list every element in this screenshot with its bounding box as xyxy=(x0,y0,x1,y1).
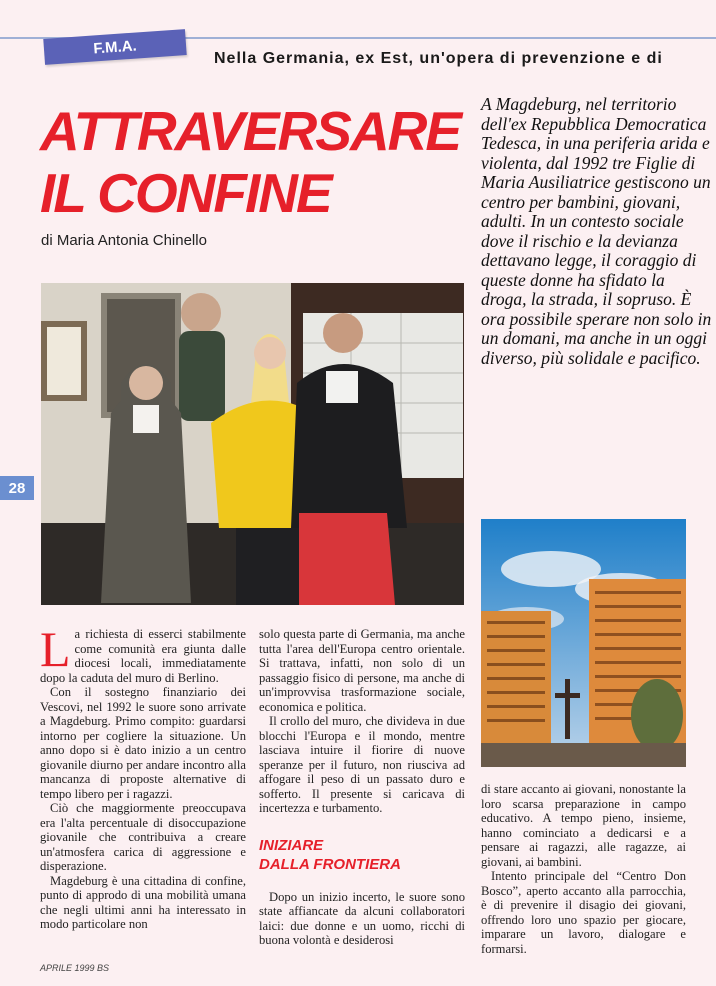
subhead-line-1: INIZIARE xyxy=(259,836,324,854)
section-tag: F.M.A. xyxy=(43,29,186,65)
paragraph: Dopo un inizio incerto, le suore sono state affiancate da alcuni collaboratori laici: due donne e un uomo, ricchi di buona volontà e desiderosi xyxy=(259,889,465,947)
issue-footer: APRILE 1999 BS xyxy=(40,963,110,973)
body-column-2 xyxy=(259,627,465,948)
paragraph: Intento principale del “Centro Don Bosco”, aperto accanto alla parrocchia, è di prevenire il disagio dei giovani, offrendo loro uno spazio per giocare, imparare un lavoro, dialogare e formarsi. xyxy=(481,869,686,956)
subhead-line-2: DALLA FRONTIERA xyxy=(259,855,401,873)
headline xyxy=(40,100,470,224)
intro-paragraph: A Magdeburg, nel territorio dell'ex Repubblica Democratica Tedesca, in una periferia arida e violenta, dal 1992 tre Figlie di Maria Ausiliatrice gestiscono un centro per bambini, giovani, adulti. In un contesto sociale dove il rischio e la devianza dettavano legge, il coraggio di queste donne ha sfidato la droga, la strada, il sopruso. È ora possibile sperare non solo in un domani, ma anche in un oggi diverso, più solidale e pacifico. xyxy=(481,94,712,368)
paragraph: Ciò che maggiormente preoccupava era l'alta percentuale di disoccupazione giovanile che contribuiva a creare un'atmosfera carica di aggressione e disperazione. xyxy=(40,801,246,873)
headline-line-1: ATTRAVERSARE xyxy=(40,100,461,162)
section-subhead xyxy=(259,836,465,874)
paragraph: di stare accanto ai giovani, nonostante la loro scarsa preparazione in campo educativo. A tempo pieno, insieme, hanno cominciato a dedicarsi e a pensare ai ragazzi, alle ragazze, ai giovani, ai bambini. xyxy=(481,782,686,869)
body-column-3 xyxy=(481,782,686,956)
building-photo xyxy=(481,519,686,767)
paragraph-text: a richiesta di esserci stabilmente come comunità era giunta dalle diocesi locali, immediatamente dopo la caduta del muro di Berlino. xyxy=(40,627,246,685)
paragraph xyxy=(40,621,246,685)
byline: di Maria Antonia Chinello xyxy=(41,232,207,249)
kicker-line: Nella Germania, ex Est, un'opera di prevenzione e di xyxy=(214,50,663,67)
body-column-1 xyxy=(40,621,246,932)
paragraph: Magdeburg è una cittadina di confine, punto di approdo di una mobilità umana che negli ultimi anni ha interessato in modo particolare non xyxy=(40,873,246,931)
headline-line-2: IL CONFINE xyxy=(40,162,331,224)
paragraph: Con il sostegno finanziario dei Vescovi, nel 1992 le suore sono arrivate a Magdeburg. Primo compito: guardarsi intorno per cogliere la situazione. Un anno dopo si è dato inizio a un centro giovanile diurno per andare incontro alla mancanza di proposte alternative di tempo libero per i ragazzi. xyxy=(40,685,246,801)
group-photo xyxy=(41,283,464,605)
page-number-tab: 28 xyxy=(0,476,34,500)
paragraph: Il crollo del muro, che divideva in due blocchi l'Europa e il mondo, mentre lasciava intuire il fiorire di nuove speranze per il futuro, non riusciva ad affogare il peso di un passato duro e sofferto. Il presente si caricava di incertezza e turbamento. xyxy=(259,714,465,815)
drop-cap: L xyxy=(40,621,71,677)
paragraph: solo questa parte di Germania, ma anche tutta l'area dell'Europa centro orientale. Si trattava, infatti, non solo di un passaggio fisico di persone, ma anche di un'improvvisa trasformazione sociale, economica e politica. xyxy=(259,627,465,714)
